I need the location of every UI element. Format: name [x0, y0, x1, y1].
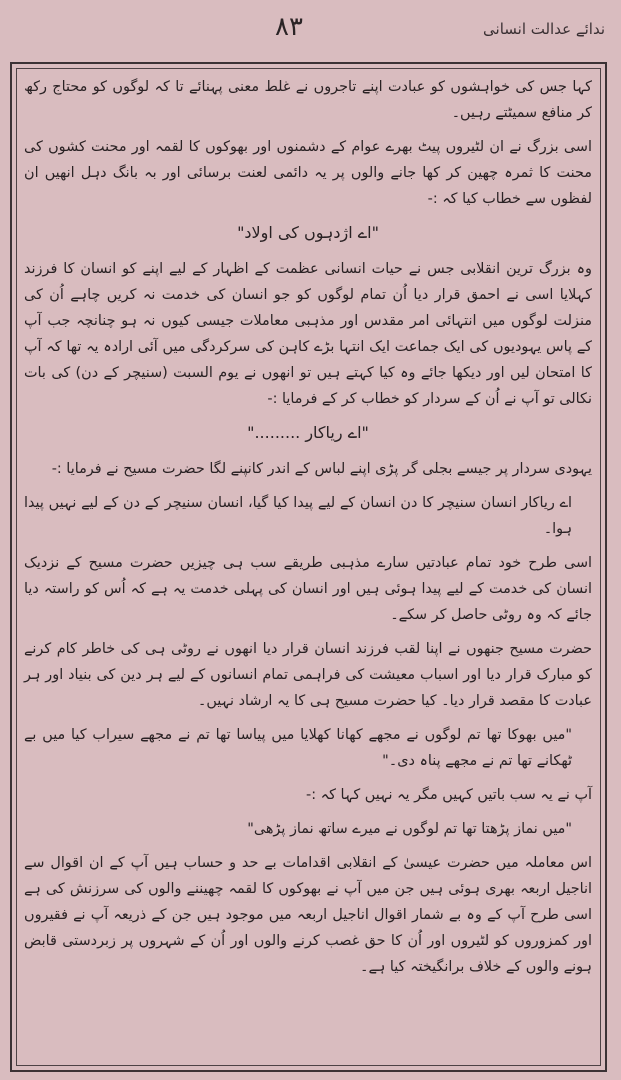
- paragraph-1: کہا جس کی خواہشوں کو عبادت اپنے تاجروں نے غلط معنی پہنائے تا کہ لوگوں کو محتاج رکھ کر منافع سمیٹتے رہیں۔: [24, 79, 592, 121]
- paragraph-5: اسی طرح خود تمام عبادتیں سارے مذہبی طریقے سب ہی چیزیں حضرت مسیح کے نزدیک انسان کی خدمت کے لیے پیدا ہوئی ہیں اور انسان کی پہلی خدمت یہ ہے کہ اُس کو راستہ دیا جائے کہ وہ روٹی حاصل کر سکے۔: [24, 555, 592, 623]
- paragraph-8: اس معاملہ میں حضرت عیسیٰ کے انقلابی اقدامات بے حد و حساب ہیں آپ کے ان اقوال سے اناجیل اربعہ بھری ہوئی ہیں جن میں آپ نے بھوکوں کا لقمہ چھیننے والوں کی سرزنش کی ہے اسی طرح آپ کے وہ بے شمار اقوال اناجیل اربعہ میں موجود ہیں جن کے ذریعہ آپ نے فقیروں اور کمزوروں کو لٹیروں اور اُن کا حق غصب کرنے والوں اور اُن کے شہروں پر زبردستی قابض ہونے والوں کے خلاف برانگیختہ کیا ہے۔: [24, 855, 592, 975]
- page-text: [24, 74, 592, 988]
- running-title: ندائے عدالت انسانی: [483, 20, 605, 38]
- quote-heading-1: "اے اژدہوں کی اولاد": [237, 223, 379, 242]
- paragraph-3: وہ بزرگ ترین انقلابی جس نے حیات انسانی عظمت کے اظہار کے لیے اپنے کو انسان کا فرزند کہلایا اسی نے احمق قرار دیا اُن تمام لوگوں کو جو انسان کی خدمت نہ کریں چاہے اُن کی منزلت لوگوں میں انتہائی امر مقدس اور مذہبی معاملات جیسی کیوں نہ ہو چنانچہ جب آپ کے پاس یہودیوں کی ایک جماعت ایک انتہا بڑے کاہن کی سرکردگی میں آئی ارادہ یہ تھا کہ آپ کا امتحان لیں اور دیکھا جائے وہ کیا کہتے ہیں تو انھوں نے یوم السبت (سنیچر کے دن) کی بات نکالی تو آپ نے اُن کے سردار کو خطاب کر کے فرمایا :-: [24, 261, 592, 407]
- page-number: ۸۳: [275, 12, 303, 42]
- quote-heading-2: "اے ریاکار .........": [247, 423, 369, 442]
- quote-1: اے ریاکار انسان سنیچر کا دن انسان کے لیے پیدا کیا گیا، انسان سنیچر کے دن کے لیے نہیں پیدا ہوا۔: [24, 495, 572, 537]
- quote-3: "میں نماز پڑھتا تھا تم لوگوں نے میرے ساتھ نماز پڑھی": [247, 821, 572, 837]
- paragraph-4: یہودی سردار پر جیسے بجلی گر پڑی اپنے لباس کے اندر کانپنے لگا حضرت مسیح نے فرمایا :-: [51, 461, 592, 477]
- page-header: [0, 10, 621, 54]
- quote-2: "میں بھوکا تھا تم لوگوں نے مجھے کھانا کھلایا میں پیاسا تھا تم نے مجھے سیراب کیا میں بے ٹھکانے تھا تم نے مجھے پناہ دی۔": [24, 727, 572, 769]
- paragraph-6: حضرت مسیح جنھوں نے اپنا لقب فرزند انسان قرار دیا انھوں نے روٹی ہی کی خاطر کام کرنے کو مبارک قرار دیا اور اسباب معیشت کی فراہمی تمام انسانوں کے لیے ہر دین کی بنیاد اور ہر عبادت کا مقصد قرار دیا۔ کیا حضرت مسیح ہی کا یہ ارشاد نہیں۔: [24, 641, 592, 709]
- paragraph-7: آپ نے یہ سب باتیں کہیں مگر یہ نہیں کہا کہ :-: [306, 787, 592, 803]
- paragraph-2: اسی بزرگ نے ان لٹیروں پیٹ بھرے عوام کے دشمنوں اور بھوکوں کا لقمہ اور محنت کشوں کی محنت کا ثمرہ چھین کر کھا جانے والوں پر یہ دائمی لعنت برسائی اور بہ بانگ دہل انھیں ان لفظوں سے خطاب کیا کہ :-: [24, 139, 592, 207]
